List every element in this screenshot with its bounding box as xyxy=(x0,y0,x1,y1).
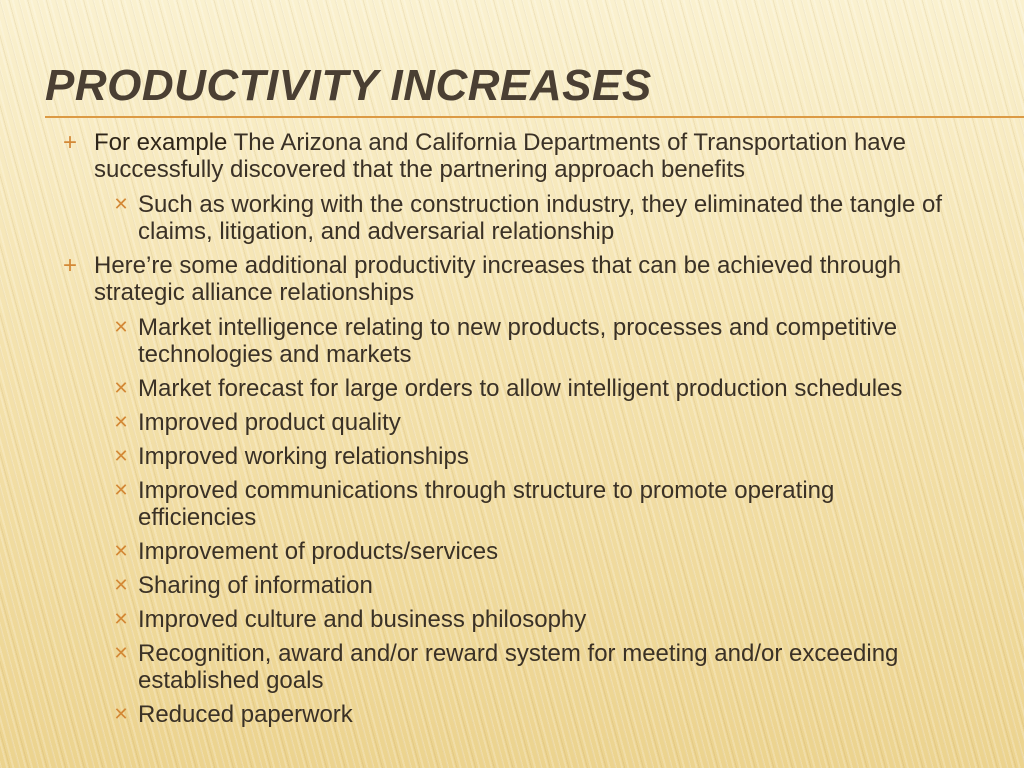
sub-bullet-text: Improved communications through structure to promote operating efficiencies xyxy=(138,477,835,531)
sub-bullet-item xyxy=(0,538,1024,565)
sub-bullet-text: Reduced paperwork xyxy=(138,701,353,728)
cross-icon: ✕ xyxy=(113,609,129,629)
cross-icon: ✕ xyxy=(113,194,129,214)
cross-icon: ✕ xyxy=(113,412,129,432)
sub-bullet-item xyxy=(0,409,1024,436)
sub-bullet-text: Improvement of products/services xyxy=(138,538,499,565)
additional-text: Here’re some additional productivity increases that can be achieved through strategic alliance relationships xyxy=(94,252,902,306)
sub-bullet-item xyxy=(0,314,1024,368)
cross-icon: ✕ xyxy=(113,480,129,500)
slide-title: PRODUCTIVITY INCREASES xyxy=(45,61,652,110)
sub-bullet-text: Recognition, award and/or reward system for meeting and/or exceeding established goals xyxy=(138,640,899,694)
sub-bullet-item xyxy=(0,375,1024,402)
cross-icon: ✕ xyxy=(113,643,129,663)
plus-icon: + xyxy=(62,129,77,156)
bullet-item-example xyxy=(0,129,1024,183)
bullet-item-additional xyxy=(0,252,1024,306)
example-text: The Arizona and California Departments of Transportation have successfully discovered that the partnering approach benefits xyxy=(94,129,906,183)
cross-icon: ✕ xyxy=(113,446,129,466)
cross-icon: ✕ xyxy=(113,317,129,337)
sub-bullet-text: Such as working with the construction industry, they eliminated the tangle of claims, litigation, and adversarial relationship xyxy=(138,191,942,245)
sub-bullet-item xyxy=(0,701,1024,728)
sub-bullet-item xyxy=(0,191,1024,245)
sub-bullet-text: Sharing of information xyxy=(138,572,373,599)
sub-bullet-item xyxy=(0,606,1024,633)
bullet-list xyxy=(0,129,1024,735)
example-lead: For example xyxy=(94,129,228,156)
cross-icon: ✕ xyxy=(113,541,129,561)
sub-bullet-text: Improved working relationships xyxy=(138,443,469,470)
title-underline xyxy=(45,116,1024,118)
sub-bullet-item xyxy=(0,443,1024,470)
sub-bullet-item xyxy=(0,477,1024,531)
sub-bullet-item xyxy=(0,572,1024,599)
cross-icon: ✕ xyxy=(113,378,129,398)
sub-bullet-text: Improved culture and business philosophy xyxy=(138,606,587,633)
sub-bullet-text: Market forecast for large orders to allow intelligent production schedules xyxy=(138,375,903,402)
cross-icon: ✕ xyxy=(113,704,129,724)
sub-bullet-text: Market intelligence relating to new products, processes and competitive technologies and markets xyxy=(138,314,898,368)
sub-bullet-text: Improved product quality xyxy=(138,409,401,436)
cross-icon: ✕ xyxy=(113,575,129,595)
plus-icon: + xyxy=(62,252,77,279)
sub-bullet-item xyxy=(0,640,1024,694)
